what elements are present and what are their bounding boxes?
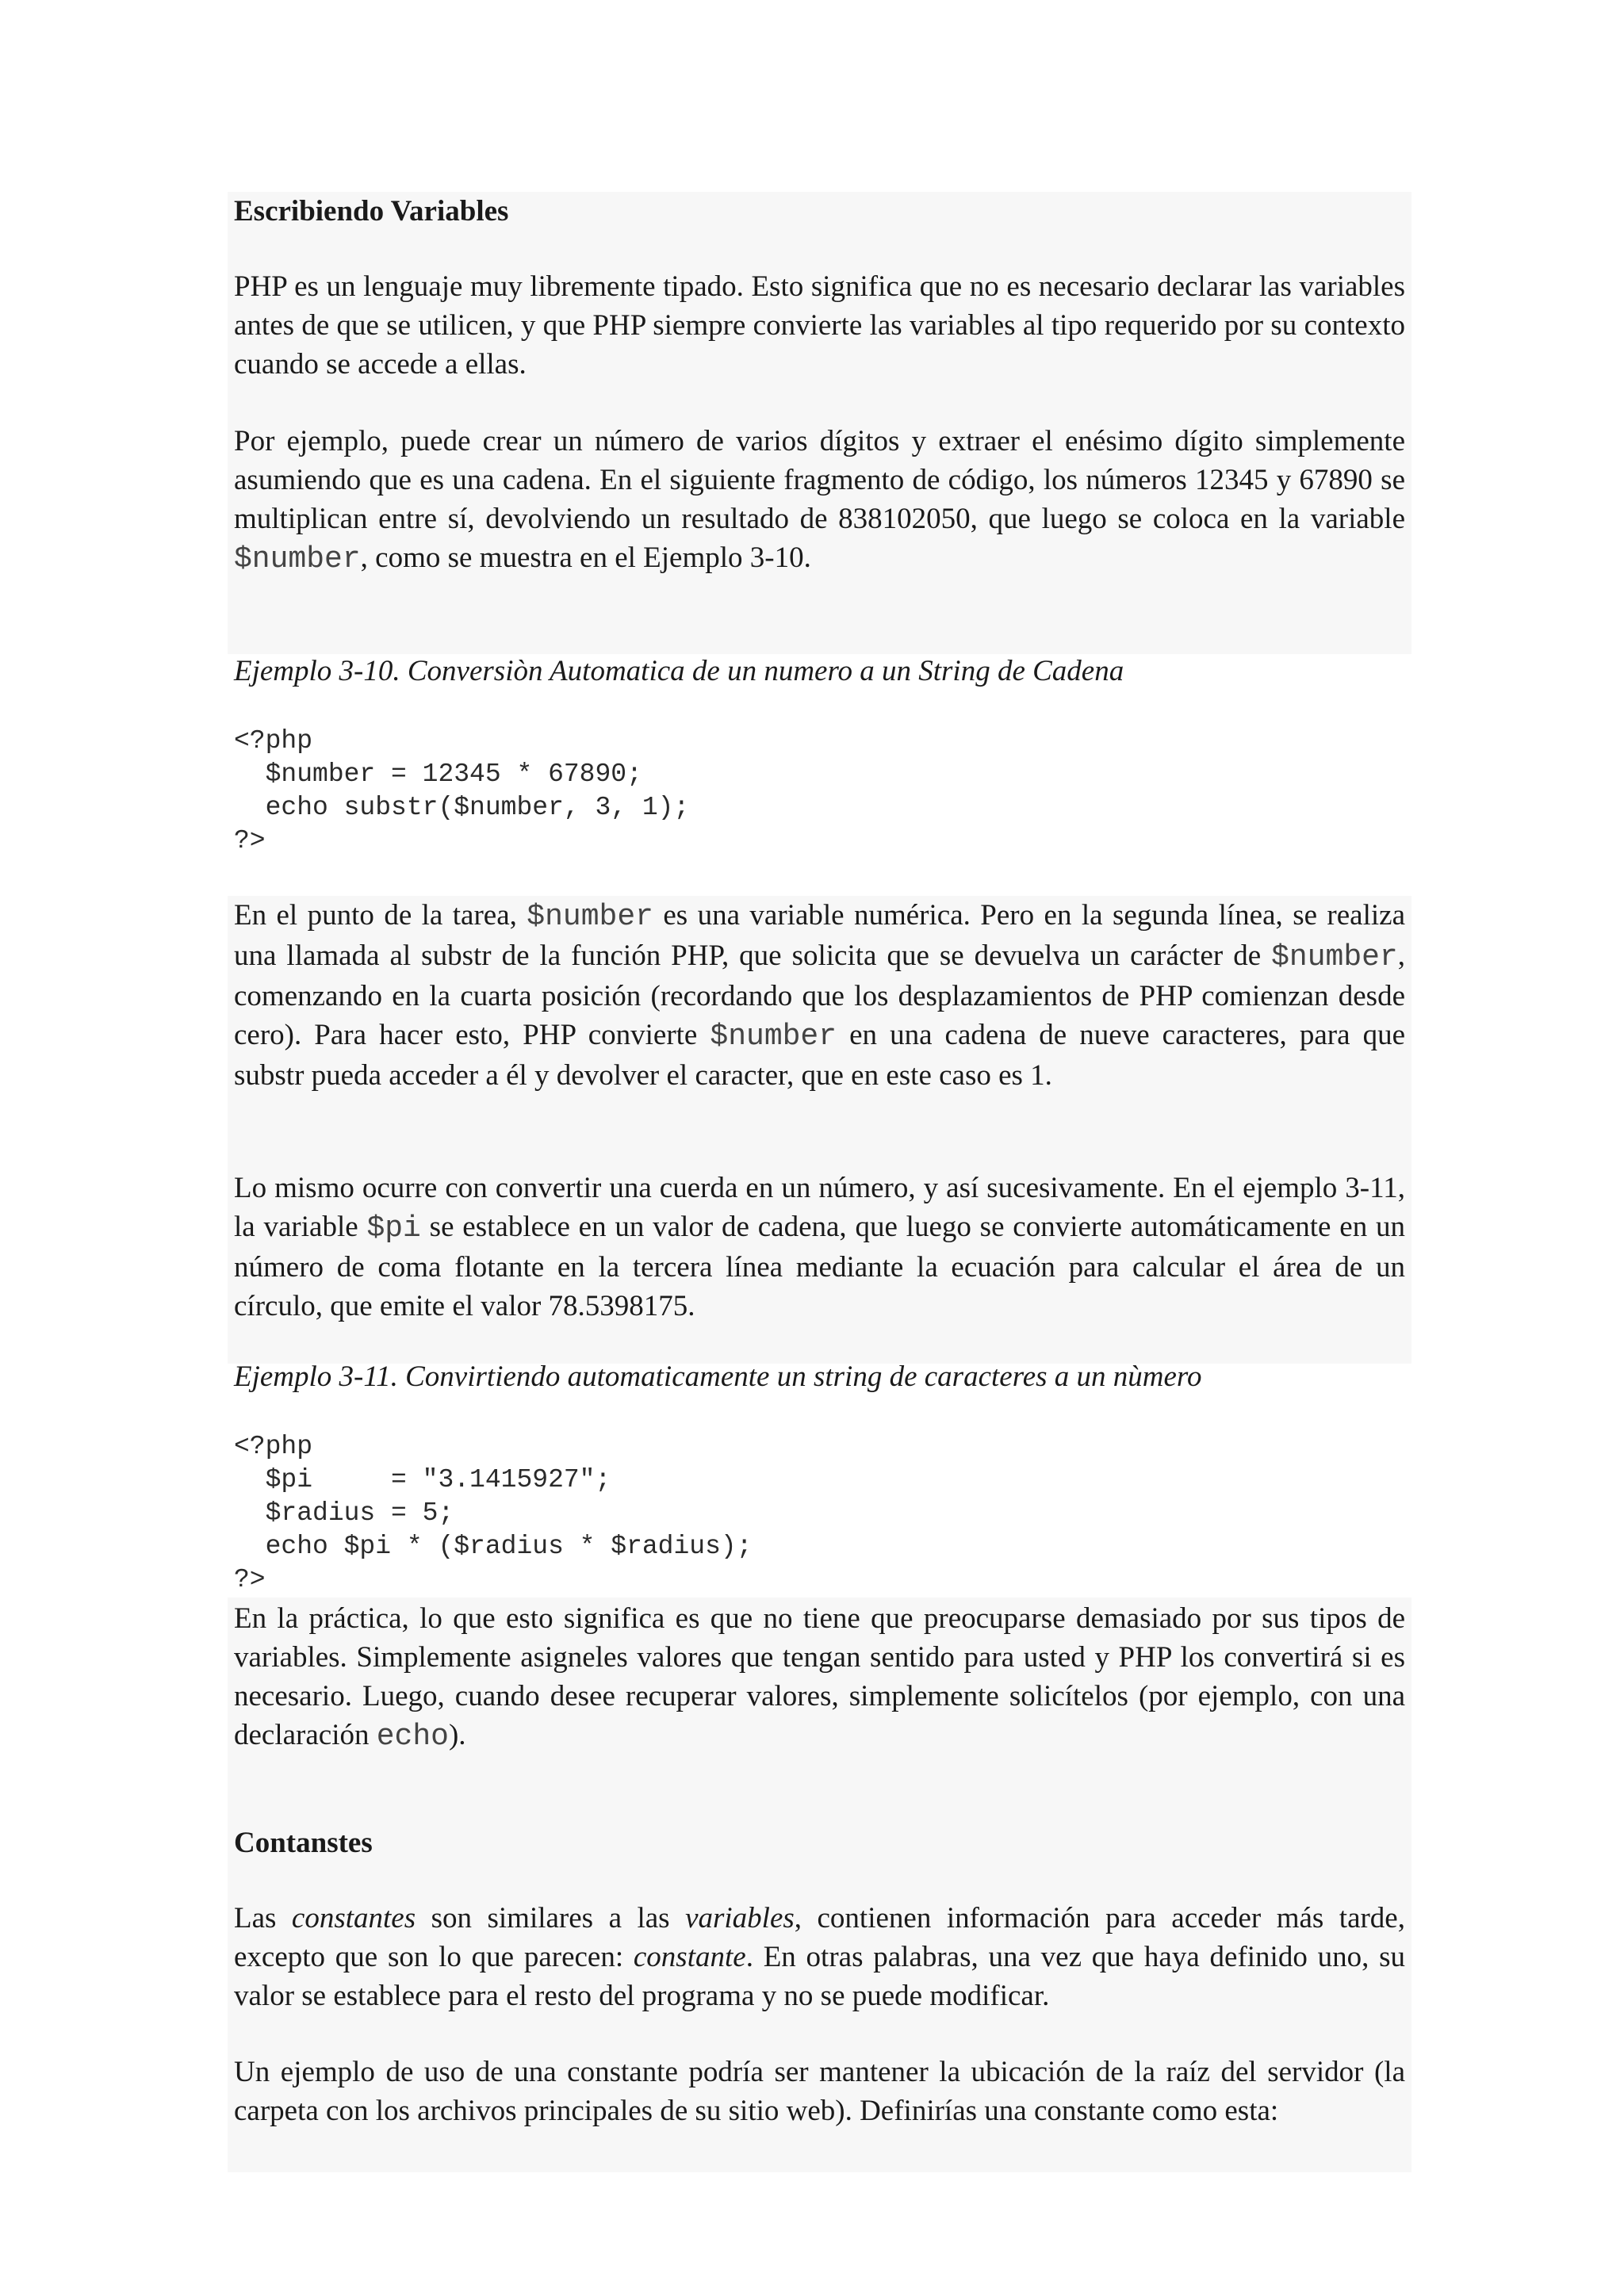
paragraph-text: En la práctica, lo que esto significa es que no tiene que preocuparse demasiado por sus tipos de variables. Simplemente asigneles valores que tengan sentido para usted y PHP los convertirá si es necesario. Luego, cuando desee recuperar valores, simplemente solicítelos (por ejemplo, con una declaración (234, 1602, 1405, 1751)
paragraph-text: , comenzando en la cuarta posición (recordando que los desplazamientos de PHP comienzan desde cero). Para hacer esto, PHP convierte (234, 939, 1405, 1051)
paragraph-text: ). (448, 1719, 466, 1751)
paragraph-text: En el punto de la tarea, (234, 899, 527, 932)
code-line: ?> (234, 1565, 266, 1594)
paragraph-constants (234, 1899, 1405, 2015)
emphasis-variables: variables (685, 1902, 795, 1934)
code-line: $radius = 5; (234, 1498, 454, 1528)
inline-code-number: $number (710, 1020, 837, 1054)
paragraph-text: , contienen información para acceder más tarde, excepto que son lo que parecen: (234, 1902, 1405, 1973)
paragraph-example-intro (234, 422, 1405, 579)
code-line: $pi = "3.1415927"; (234, 1465, 611, 1494)
code-line: <?php (234, 726, 313, 756)
code-block-3-10 (234, 725, 1405, 858)
inline-code-echo: echo (376, 1720, 449, 1754)
paragraph-text: es una variable numérica. Pero en la segunda línea, se realiza una llamada al substr de la función PHP, que solicita que se devuelva un carácter de (234, 899, 1405, 972)
paragraph-text: en una cadena de nueve caracteres, para que substr pueda acceder a él y devolver el caracter, que en este caso es 1. (234, 1019, 1405, 1092)
code-block-3-11 (234, 1430, 1405, 1597)
code-line: <?php (234, 1432, 313, 1461)
paragraph-practice (234, 1599, 1405, 1756)
emphasis-constantes: constantes (291, 1902, 416, 1934)
paragraph-text: Lo mismo ocurre con convertir una cuerda en un número, y así sucesivamente. En el ejemplo 3-11, la variable (234, 1172, 1405, 1243)
code-line: $number = 12345 * 67890; (234, 760, 642, 789)
inline-code-pi: $pi (366, 1211, 421, 1246)
paragraph-text: , como se muestra en el Ejemplo 3-10. (360, 541, 811, 574)
paragraph-text: . En otras palabras, una vez que haya definido uno, su valor se establece para el resto del programa y no se puede modificar. (234, 1941, 1405, 2012)
section-heading-variables: Escribiendo Variables (234, 195, 509, 228)
paragraph-text: Las (234, 1902, 292, 1934)
code-line: echo substr($number, 3, 1); (234, 793, 690, 822)
example-caption-3-11: Ejemplo 3-11. Convirtiendo automaticamente un string de caracteres a un nùmero (234, 1360, 1202, 1393)
paragraph-text: son similares a las (416, 1902, 686, 1934)
paragraph-text: Por ejemplo, puede crear un número de varios dígitos y extraer el enésimo dígito simplemente asumiendo que es una cadena. En el siguiente fragmento de código, los números 12345 y 67890 se multiplican entre sí, devolviendo un resultado de 838102050, que luego se coloca en la variable (234, 425, 1405, 535)
code-line: ?> (234, 826, 266, 855)
paragraph-constant-example: Un ejemplo de uso de una constante podría ser mantener la ubicación de la raíz del servidor (la carpeta con los archivos principales de su sitio web). Definirías una constante como esta: (234, 2056, 1405, 2127)
inline-code-number: $number (527, 900, 653, 934)
inline-code-number: $number (1271, 940, 1398, 974)
section-heading-constants: Contanstes (234, 1827, 373, 1859)
paragraph-text: se establece en un valor de cadena, que luego se convierte automáticamente en un número de coma flotante en la tercera línea mediante la ecuación para calcular el área de un círculo, que emite el valor 78.5398175. (234, 1211, 1405, 1322)
paragraph-intro: PHP es un lenguaje muy libremente tipado. Esto significa que no es necesario declarar las variables antes de que se utilicen, y que PHP siempre convierte las variables al tipo requerido por su contexto cuando se accede a ellas. (234, 270, 1405, 381)
paragraph-string-to-number (234, 1169, 1405, 1326)
example-caption-3-10: Ejemplo 3-10. Conversiòn Automatica de un numero a un String de Cadena (234, 655, 1124, 687)
inline-code-number: $number (234, 542, 361, 576)
emphasis-constante: constante (633, 1941, 746, 1973)
paragraph-substr-explanation (234, 896, 1405, 1095)
code-line: echo $pi * ($radius * $radius); (234, 1532, 753, 1561)
